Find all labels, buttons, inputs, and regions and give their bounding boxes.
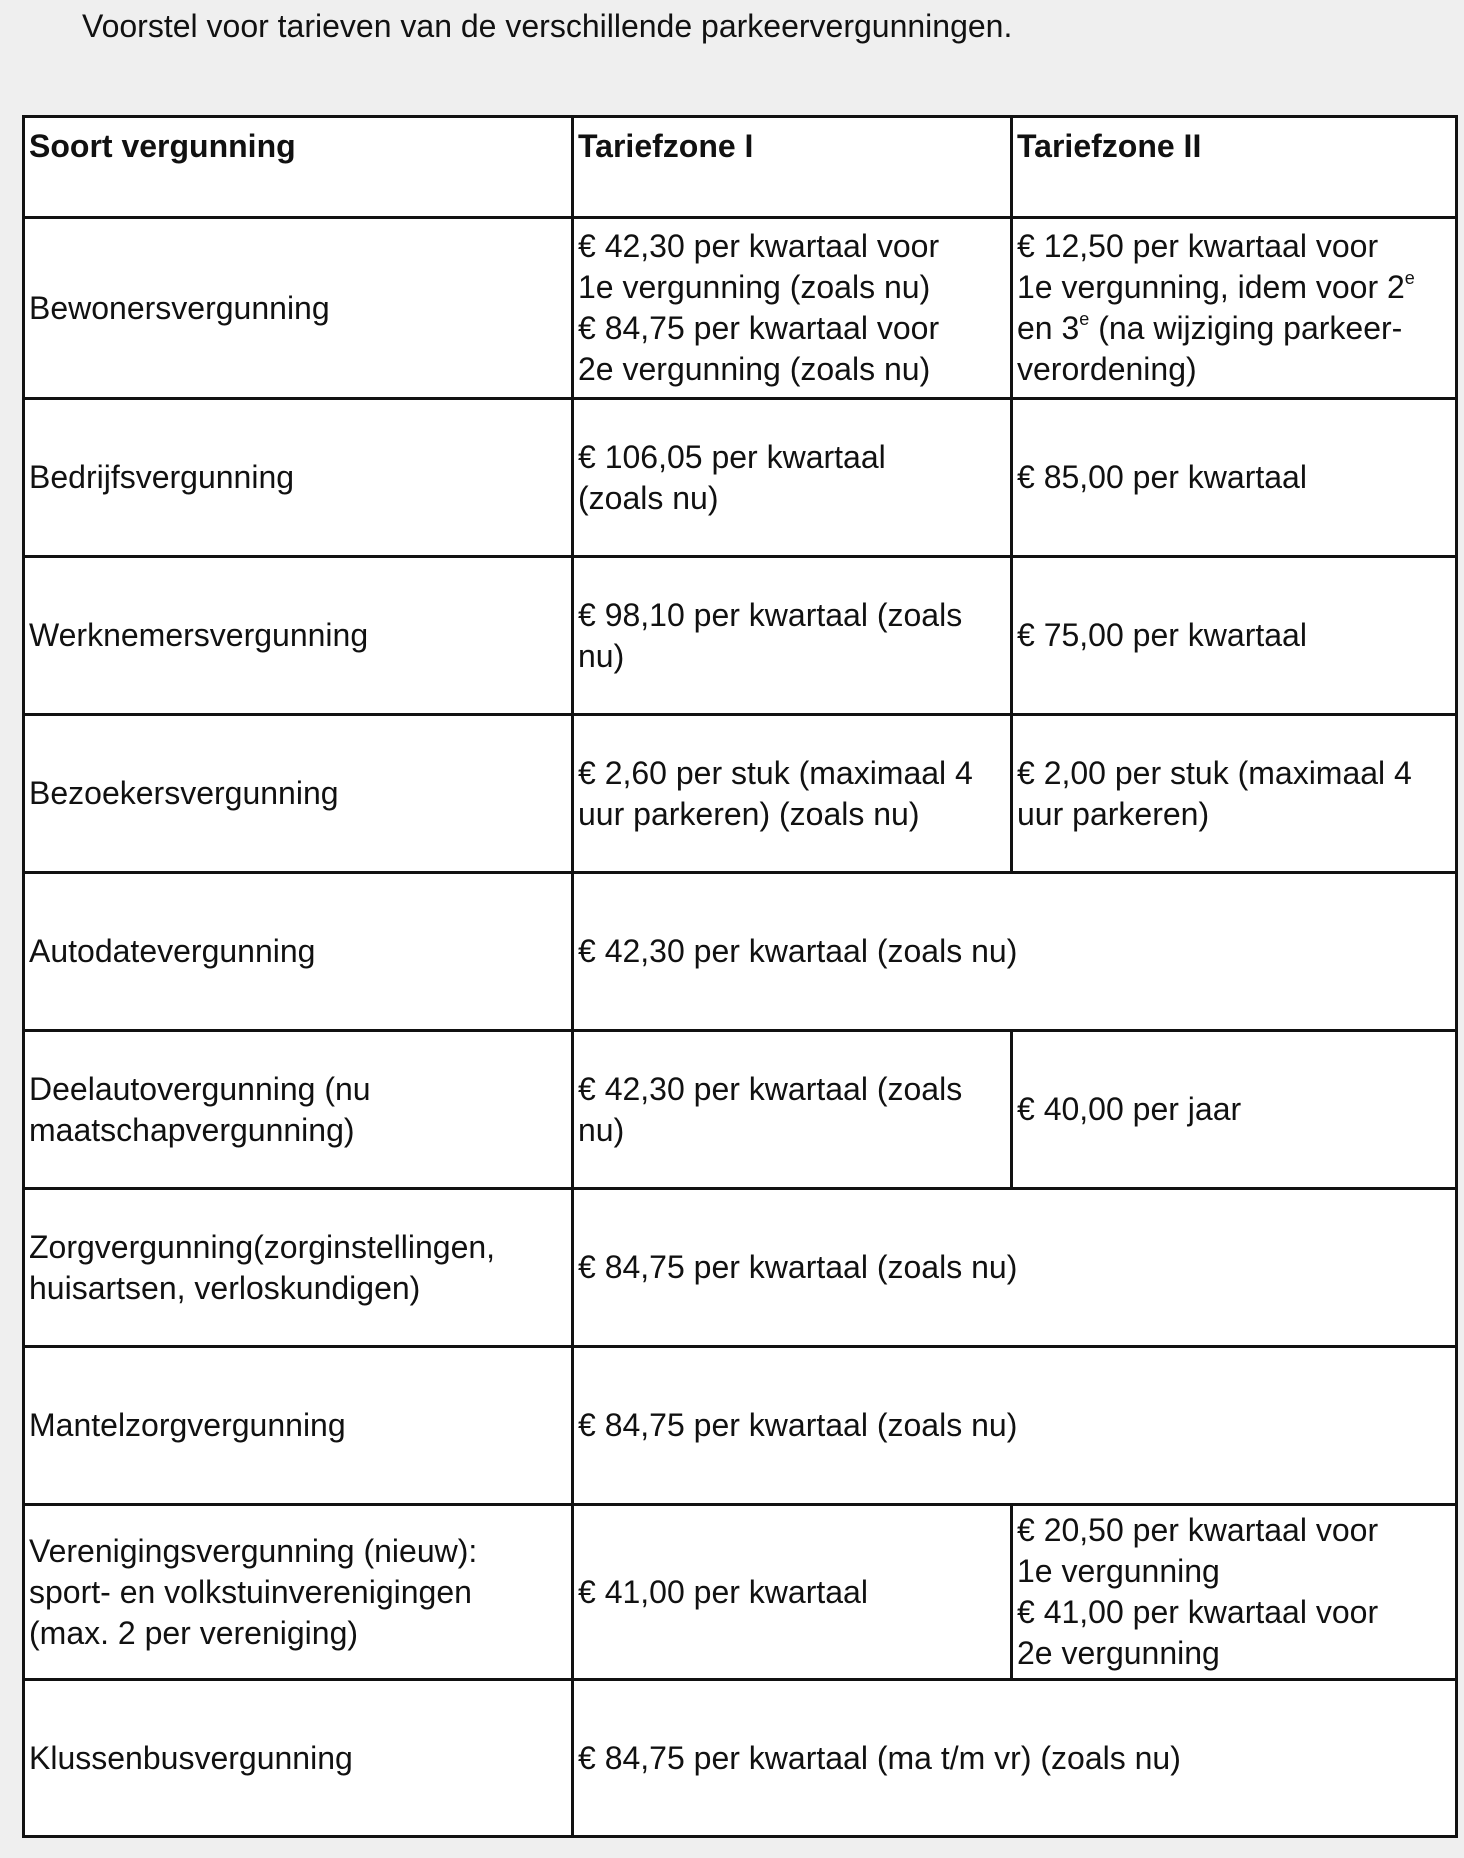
permit-type-cell: Klussenbusvergunning: [24, 1680, 573, 1837]
permit-type-cell: Bezoekersvergunning: [24, 715, 573, 873]
zone-2-cell: € 85,00 per kwartaal: [1012, 399, 1457, 557]
table-row: [24, 1505, 1457, 1680]
zone-2-cell: € 40,00 per jaar: [1012, 1031, 1457, 1189]
table-header-row: [24, 117, 1457, 218]
table-row: [24, 218, 1457, 399]
both-zones-cell: € 84,75 per kwartaal (zoals nu): [573, 1347, 1457, 1505]
zone-2-cell: € 20,50 per kwartaal voor 1e vergunning € 41,00 per kwartaal voor 2e vergunning: [1012, 1505, 1457, 1680]
zone-1-cell: € 42,30 per kwartaal (zoals nu): [573, 1031, 1012, 1189]
table-row: [24, 1189, 1457, 1347]
permit-type-cell: Deelautovergunning (nu maatschapvergunning): [24, 1031, 573, 1189]
header-tariefzone-1: Tariefzone I: [573, 117, 1012, 218]
both-zones-cell: € 84,75 per kwartaal (zoals nu): [573, 1189, 1457, 1347]
table-row: [24, 873, 1457, 1031]
zone-2-cell: € 75,00 per kwartaal: [1012, 557, 1457, 715]
zone-2-cell: € 12,50 per kwartaal voor 1e vergunning, idem voor 2e en 3e (na wijziging parkeer- verordening): [1012, 218, 1457, 399]
zone-1-cell: € 98,10 per kwartaal (zoals nu): [573, 557, 1012, 715]
zone-2-cell: € 2,00 per stuk (maximaal 4 uur parkeren): [1012, 715, 1457, 873]
zone-1-cell: € 42,30 per kwartaal voor 1e vergunning (zoals nu) € 84,75 per kwartaal voor 2e vergunning (zoals nu): [573, 218, 1012, 399]
permit-type-cell: Werknemersvergunning: [24, 557, 573, 715]
permit-type-cell: Verenigingsvergunning (nieuw): sport- en volkstuinverenigingen (max. 2 per vereniging): [24, 1505, 573, 1680]
table-row: [24, 715, 1457, 873]
header-tariefzone-2: Tariefzone II: [1012, 117, 1457, 218]
tariff-table: [22, 115, 1458, 1838]
zone-1-cell: € 2,60 per stuk (maximaal 4 uur parkeren) (zoals nu): [573, 715, 1012, 873]
permit-type-cell: Bedrijfsvergunning: [24, 399, 573, 557]
permit-type-cell: Bewonersvergunning: [24, 218, 573, 399]
both-zones-cell: € 84,75 per kwartaal (ma t/m vr) (zoals nu): [573, 1680, 1457, 1837]
table-row: [24, 557, 1457, 715]
table-row: [24, 1031, 1457, 1189]
table-row: [24, 1347, 1457, 1505]
zone-1-cell: € 41,00 per kwartaal: [573, 1505, 1012, 1680]
permit-type-cell: Zorgvergunning(zorginstellingen, huisartsen, verloskundigen): [24, 1189, 573, 1347]
permit-type-cell: Autodatevergunning: [24, 873, 573, 1031]
table-row: [24, 399, 1457, 557]
permit-type-cell: Mantelzorgvergunning: [24, 1347, 573, 1505]
table-row: [24, 1680, 1457, 1837]
page-caption: Voorstel voor tarieven van de verschillende parkeervergunningen.: [82, 8, 1013, 44]
zone-1-cell: € 106,05 per kwartaal (zoals nu): [573, 399, 1012, 557]
header-soort-vergunning: Soort vergunning: [24, 117, 573, 218]
both-zones-cell: € 42,30 per kwartaal (zoals nu): [573, 873, 1457, 1031]
